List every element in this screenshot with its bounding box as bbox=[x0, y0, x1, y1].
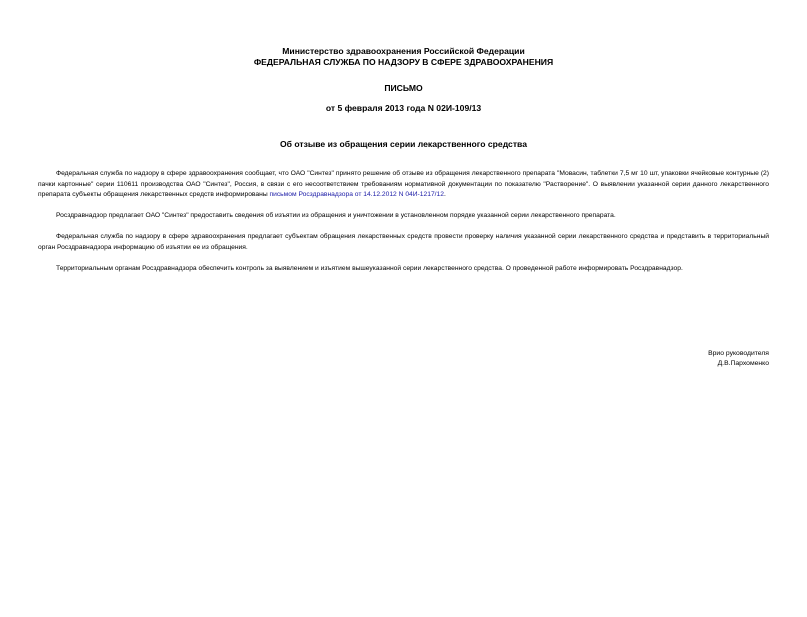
paragraph-3: Федеральная служба по надзору в сфере здравоохранения предлагает субъектам обращения лекарственных средств провести проверку наличия указанной серии лекарственного средства и представить в территориальный орган Росздравнадзора информацию об изъятии ее из обращения. bbox=[38, 233, 769, 251]
paragraph-1-text: Федеральная служба по надзору в сфере здравоохранения сообщает, что ОАО "Синтез" принято решение об отзыве из обращения лекарственного препарата "Мовасин, таблетки 7,5 мг 10 шт, упаковки ячейковые контурные (2) пачки картонные" серии 110611 производства ОАО "Синтез", Россия, в связи с его несоответствием требованиям нормативной документации по показателю "Растворение". О выявлении указанной серии данного лекарственного препарата субъекты обращения лекарственных средств информированы bbox=[38, 170, 769, 199]
signatory-position: Врио руководителя bbox=[708, 350, 769, 357]
ministry-name: Министерство здравоохранения Российской Федерации bbox=[282, 46, 525, 56]
reference-letter-link[interactable]: письмом Росздравнадзора от 14.12.2012 N 04И-1217/12 bbox=[269, 191, 444, 199]
document-header bbox=[38, 46, 769, 150]
paragraph-2: Росздравнадзор предлагает ОАО "Синтез" предоставить сведения об изъятии из обращения и уничтожении в установленном порядке указанной серии лекарственного препарата. bbox=[56, 212, 616, 220]
signatory-name: Д.В.Пархоменко bbox=[717, 360, 769, 367]
paragraph-1-end: . bbox=[443, 191, 446, 199]
document-date-number: от 5 февраля 2013 года N 02И-109/13 bbox=[325, 103, 482, 113]
document-type: ПИСЬМО bbox=[384, 83, 423, 93]
document-subject: Об отзыве из обращения серии лекарственного средства bbox=[280, 139, 527, 149]
service-name: ФЕДЕРАЛЬНАЯ СЛУЖБА ПО НАДЗОРУ В СФЕРЕ ЗДРАВООХРАНЕНИЯ bbox=[253, 57, 554, 67]
paragraph-4: Территориальным органам Росздравнадзора обеспечить контроль за выявлением и изъятием вышеуказанной серии лекарственного средства. О проведенной работе информировать Росздравнадзор. bbox=[56, 264, 683, 272]
paragraph-1 bbox=[38, 169, 769, 201]
signature-block bbox=[708, 349, 769, 369]
document-page bbox=[0, 46, 807, 617]
document-body bbox=[38, 169, 769, 274]
